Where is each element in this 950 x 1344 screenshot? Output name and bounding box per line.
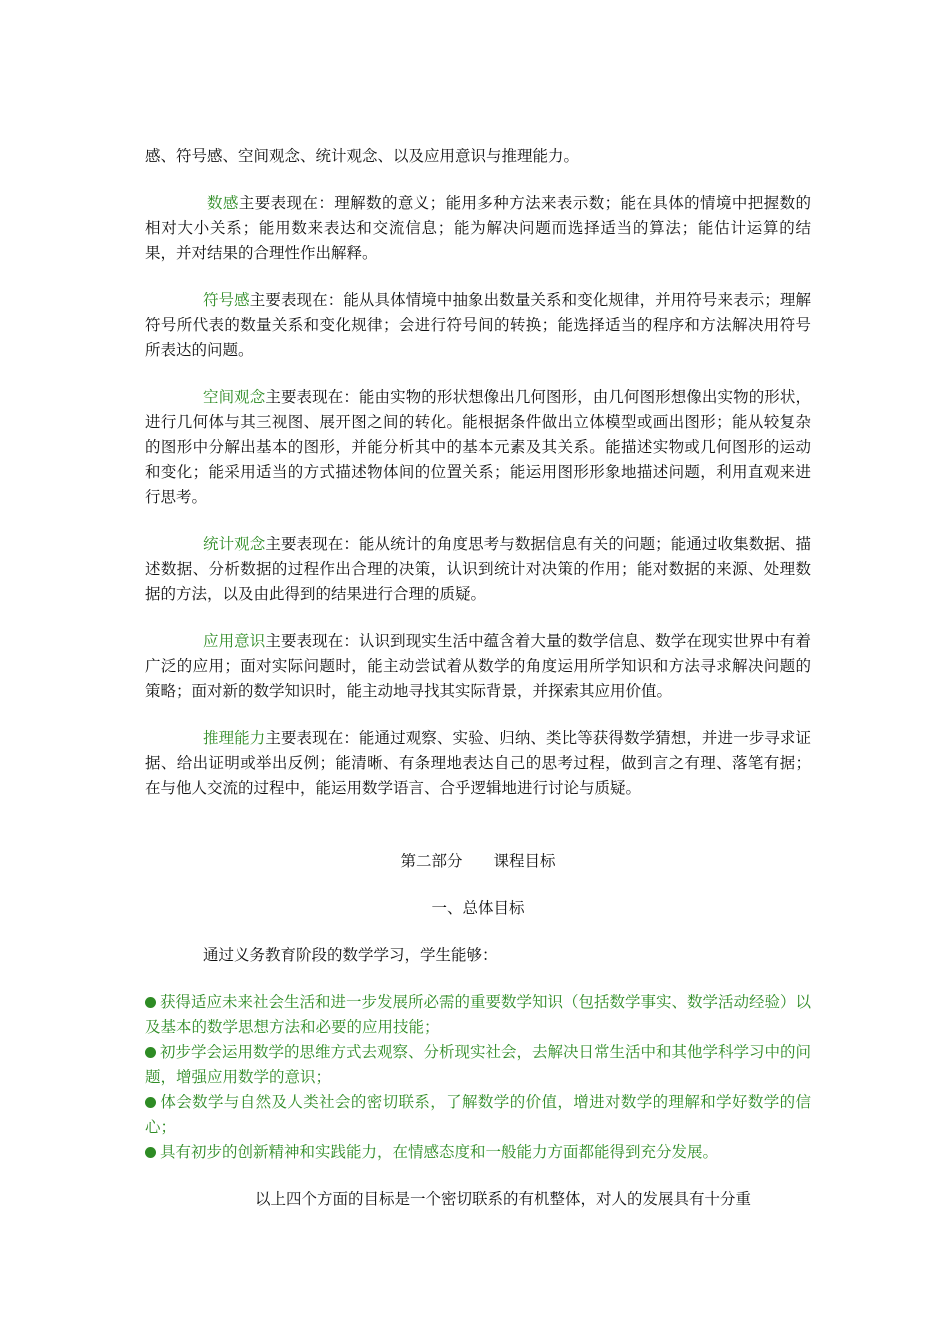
closing-sentence: 以上四个方面的目标是一个密切联系的有机整体，对人的发展具有十分重 [255,1190,752,1208]
section-application-awareness [145,629,811,704]
term-spatial-concept: 空间观念 [203,388,266,406]
bullet-dot-icon [145,1147,156,1158]
section-text: 主要表现在：能从具体情境中抽象出数量关系和变化规律，并用符号来表示；理解符号所代表的数量关系和变化规律；会进行符号间的转换；能选择适当的程序和方法解决用符号所表达的问题。 [145,291,811,359]
term-application-awareness: 应用意识 [203,632,266,650]
bullet-item: 具有初步的创新精神和实践能力，在情感态度和一般能力方面都能得到充分发展。 [145,1140,811,1165]
term-number-sense: 数感 [207,194,239,212]
lead-sentence: 通过义务教育阶段的数学学习，学生能够： [203,946,498,964]
sub-heading: 一、总体目标 [431,899,525,917]
term-symbol-sense: 符号感 [203,291,250,309]
section-text: 主要表现在：能从统计的角度思考与数据信息有关的问题；能通过收集数据、描述数据、分析数据的过程作出合理的决策，认识到统计对决策的作用；能对数据的来源、处理数据的方法，以及由此得到的结果进行合理的质疑。 [145,535,811,603]
term-reasoning-ability: 推理能力 [203,729,266,747]
bullet-dot-icon [145,1097,156,1108]
section-reasoning-ability [145,726,811,801]
bullet-item: 体会数学与自然及人类社会的密切联系，了解数学的价值，增进对数学的理解和学好数学的信心； [145,1093,811,1136]
bullet-dot-icon [145,997,156,1008]
section-statistics-concept [145,532,811,607]
section-text: 主要表现在：能通过观察、实验、归纳、类比等获得数学猜想，并进一步寻求证据、给出证明或举出反例；能清晰、有条理地表达自己的思考过程，做到言之有理、落笔有据；在与他人交流的过程中，能运用数学语言、合乎逻辑地进行讨论与质疑。 [145,729,811,797]
intro-line: 感、符号感、空间观念、统计观念、以及应用意识与推理能力。 [145,147,580,165]
part-heading: 第二部分 课程目标 [400,852,556,870]
term-statistics-concept: 统计观念 [203,535,266,553]
section-spatial-concept [145,385,811,510]
bullet-item: 初步学会运用数学的思维方式去观察、分析现实社会，去解决日常生活中和其他学科学习中的问题，增强应用数学的意识； [145,1043,812,1086]
section-text: 主要表现在：认识到现实生活中蕴含着大量的数学信息、数学在现实世界中有着广泛的应用；面对实际问题时，能主动尝试着从数学的角度运用所学知识和方法寻求解决问题的策略；面对新的数学知识时，能主动地寻找其实际背景，并探索其应用价值。 [145,632,811,700]
section-number-sense [145,191,811,266]
section-text: 主要表现在：理解数的意义；能用多种方法来表示数；能在具体的情境中把握数的相对大小关系；能用数来表达和交流信息；能为解决问题而选择适当的算法；能估计运算的结果，并对结果的合理性作出解释。 [145,194,811,262]
section-text: 主要表现在：能由实物的形状想像出几何图形，由几何图形想像出实物的形状，进行几何体与其三视图、展开图之间的转化。能根据条件做出立体模型或画出图形；能从较复杂的图形中分解出基本的图形，并能分析其中的基本元素及其关系。能描述实物或几何图形的运动和变化；能采用适当的方式描述物体间的位置关系；能运用图形形象地描述问题，利用直观来进行思考。 [145,388,811,506]
section-symbol-sense [145,288,811,363]
bullet-item: 获得适应未来社会生活和进一步发展所必需的重要数学知识（包括数学事实、数学活动经验）以及基本的数学思想方法和必要的应用技能； [145,993,812,1036]
document-page [145,144,811,1212]
bullet-dot-icon [145,1047,156,1058]
